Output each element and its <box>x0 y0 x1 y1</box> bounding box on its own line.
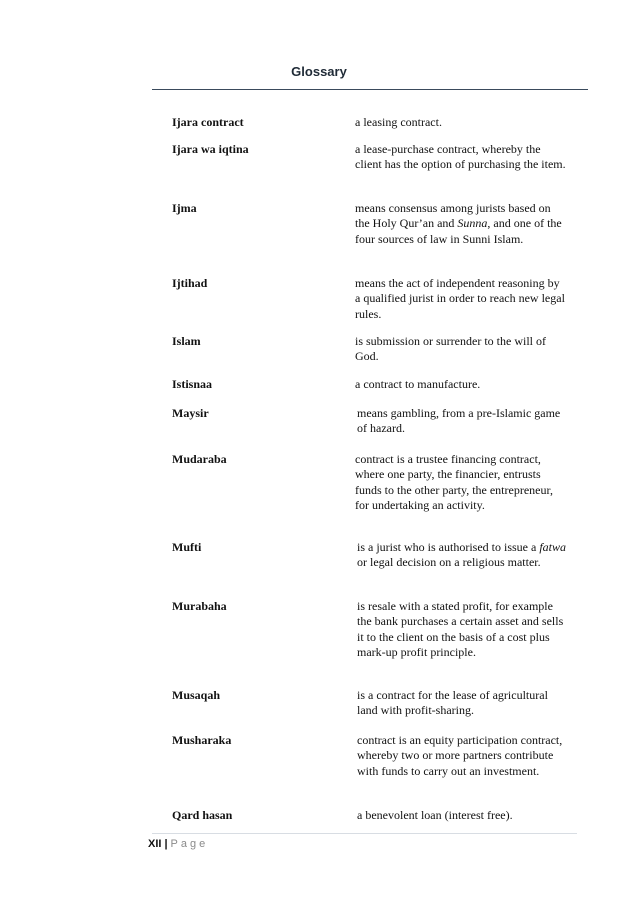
glossary-definition: is a jurist who is authorised to issue a fatwa or legal decision on a religious matter. <box>357 540 566 570</box>
glossary-definition: is a contract for the lease of agricultural land with profit-sharing. <box>357 688 548 718</box>
footer-separator: | <box>164 838 168 850</box>
italic-term: Sunna <box>457 216 488 231</box>
glossary-term: Maysir <box>172 406 209 420</box>
glossary-definition: contract is an equity participation contract, whereby two or more partners contribute with funds to carry out an investment. <box>357 733 563 778</box>
glossary-term: Ijma <box>172 201 197 215</box>
glossary-term: Istisnaa <box>172 377 213 391</box>
glossary-term: Islam <box>172 334 201 348</box>
glossary-definition: means the act of independent reasoning by a qualified jurist in order to reach new legal rules. <box>355 276 565 321</box>
glossary-term: Musaqah <box>172 688 221 702</box>
glossary-definition: is submission or surrender to the will of God. <box>355 334 546 364</box>
page-title: Glossary <box>291 64 347 79</box>
glossary-definition: means gambling, from a pre-Islamic game of hazard. <box>357 406 561 436</box>
glossary-term: Ijtihad <box>172 276 208 290</box>
page-label: Page <box>170 838 209 850</box>
glossary-definition: a lease-purchase contract, whereby the client has the option of purchasing the item. <box>355 142 566 172</box>
glossary-term: Mufti <box>172 540 202 554</box>
glossary-definition: means consensus among jurists based on the Holy Qur’an and Sunna, and one of the four sources of law in Sunni Islam. <box>355 201 562 246</box>
glossary-definition: a benevolent loan (interest free). <box>357 808 513 822</box>
footer-divider <box>152 833 577 834</box>
header-divider <box>152 89 588 90</box>
glossary-term: Mudaraba <box>172 452 227 466</box>
glossary-term: Ijara contract <box>172 115 244 129</box>
italic-term: fatwa <box>539 540 566 554</box>
glossary-definition: is resale with a stated profit, for example the bank purchases a certain asset and sells it to the client on the basis of a cost plus mark-up profit principle. <box>357 599 564 659</box>
glossary-term: Murabaha <box>172 599 227 613</box>
page-number: XII <box>148 838 162 850</box>
glossary-definition: a leasing contract. <box>355 115 442 129</box>
glossary-definition: a contract to manufacture. <box>355 377 481 391</box>
glossary-term: Ijara wa iqtina <box>172 142 249 156</box>
page-footer <box>148 838 208 850</box>
glossary-definition: contract is a trustee financing contract, where one party, the financier, entrusts funds to the other party, the entrepreneur, for undertaking an activity. <box>355 452 553 512</box>
glossary-term: Qard hasan <box>172 808 233 822</box>
glossary-term: Musharaka <box>172 733 232 747</box>
